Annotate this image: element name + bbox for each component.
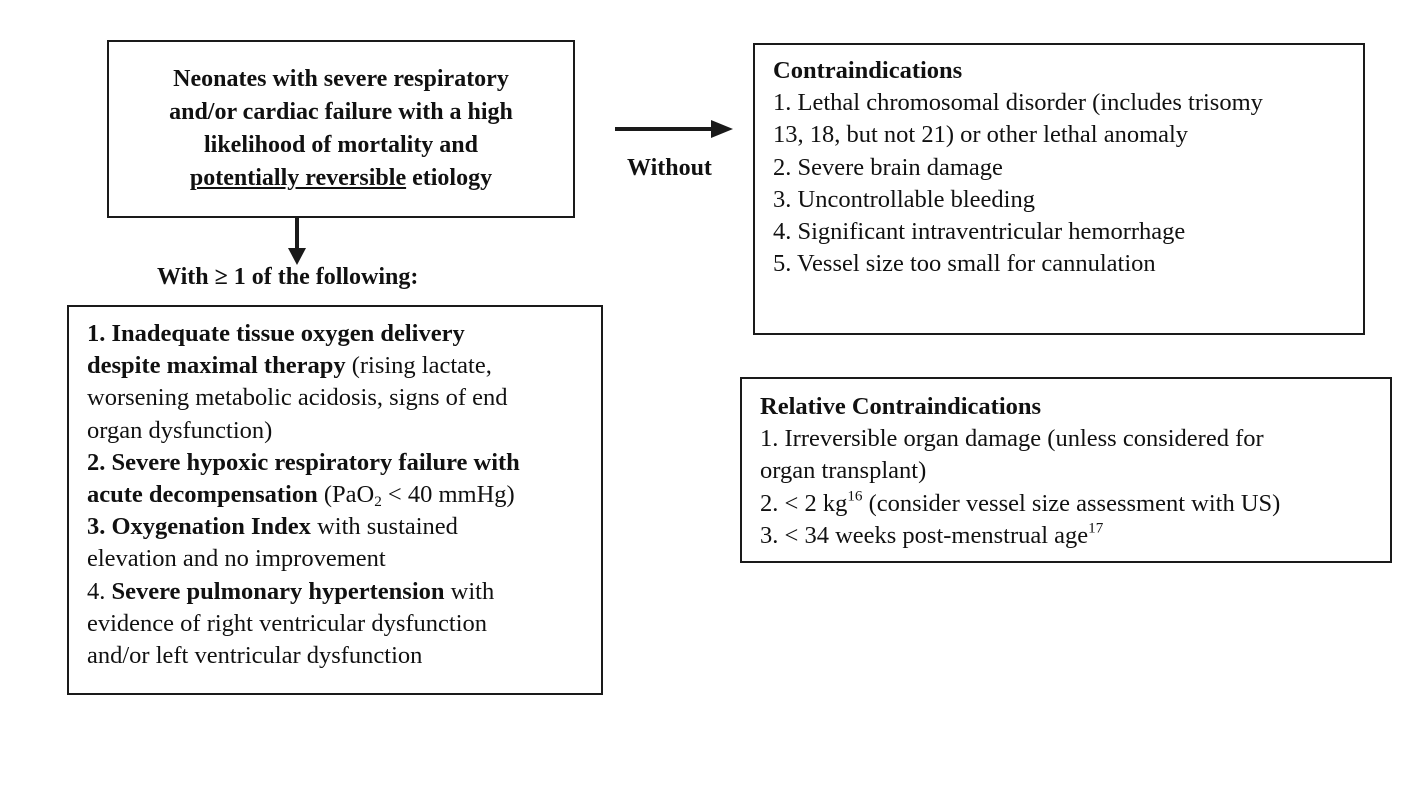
criteria-item-3-rest: with sustained <box>310 513 458 541</box>
with-label: With ≥ 1 of the following: <box>157 264 419 290</box>
criteria-item-2-line-1: 2. Severe hypoxic respiratory failure with <box>87 448 520 476</box>
relative-item-2-post: (consider vessel size assessment with US) <box>862 489 1281 517</box>
down-arrow <box>286 218 308 266</box>
contraindication-item-1-line-1: 1. Lethal chromosomal disorder (includes trisomy <box>773 89 1263 117</box>
down-arrow-head <box>288 248 306 265</box>
criteria-item-1-line-4: organ dysfunction) <box>87 416 273 444</box>
criteria-item-1-bold: despite maximal therapy <box>87 352 346 380</box>
criteria-box <box>67 305 603 695</box>
criteria-item-3-line-1 <box>87 511 583 543</box>
right-arrow-head <box>711 120 733 138</box>
criteria-item-2-line-2 <box>87 479 583 511</box>
underlined-phrase: potentially reversible <box>189 165 407 191</box>
criteria-item-2-rest-post: < 40 mmHg) <box>381 481 515 509</box>
criteria-item-3-line-2: elevation and no improvement <box>87 545 386 573</box>
relative-item-1-line-2: organ transplant) <box>760 457 927 485</box>
contraindication-item-5: 5. Vessel size too small for cannulation <box>773 250 1156 278</box>
relative-contraindications-box <box>740 377 1392 563</box>
contraindications-box <box>753 43 1365 335</box>
relative-contraindications-title: Relative Contraindications <box>760 393 1042 420</box>
contraindication-item-3: 3. Uncontrollable bleeding <box>773 185 1035 213</box>
criteria-item-4-line-1 <box>87 576 583 608</box>
criteria-item-3-bold: 3. Oxygenation Index <box>87 513 311 541</box>
criteria-item-1-rest: (rising lactate, <box>345 352 492 380</box>
criteria-item-1-line-3: worsening metabolic acidosis, signs of end <box>87 384 508 412</box>
contraindications-title: Contraindications <box>773 57 963 84</box>
criteria-item-4-prefix: 4. <box>87 577 112 605</box>
criteria-item-2-bold: acute decompensation <box>87 481 318 509</box>
criteria-item-1-line-2 <box>87 350 583 382</box>
criteria-item-4-rest: with <box>444 577 495 605</box>
relative-item-3 <box>760 520 1372 552</box>
criteria-item-4-bold: Severe pulmonary hypertension <box>111 577 445 605</box>
criteria-item-1-line-1: 1. Inadequate tissue oxygen delivery <box>87 320 465 347</box>
eligibility-box <box>107 40 575 218</box>
relative-item-2 <box>760 488 1372 520</box>
eligibility-line-1: Neonates with severe respiratory <box>173 66 509 92</box>
criteria-item-4-line-3: and/or left ventricular dysfunction <box>87 642 423 670</box>
contraindication-item-1-line-2: 13, 18, but not 21) or other lethal anomaly <box>773 121 1189 149</box>
relative-item-2-pre: 2. < 2 kg <box>760 489 848 517</box>
relative-item-1-line-1: 1. Irreversible organ damage (unless considered for <box>760 425 1264 453</box>
criteria-item-4-line-2: evidence of right ventricular dysfunction <box>87 609 488 637</box>
eligibility-line-3: likelihood of mortality and <box>203 132 479 158</box>
eligibility-line-4 <box>169 162 513 195</box>
contraindication-item-2: 2. Severe brain damage <box>773 153 1003 181</box>
eligibility-line-4-rest: etiology <box>406 165 493 191</box>
eligibility-text <box>169 63 513 195</box>
without-label: Without <box>627 155 712 181</box>
right-arrow <box>615 119 735 141</box>
eligibility-line-2: and/or cardiac failure with a high <box>169 99 513 125</box>
criteria-item-2-subscript: 2 <box>374 492 382 510</box>
relative-item-3-superscript: 17 <box>1088 519 1104 537</box>
relative-item-2-superscript: 16 <box>847 486 863 504</box>
relative-item-3-pre: 3. < 34 weeks post-menstrual age <box>760 521 1089 549</box>
contraindication-item-4: 4. Significant intraventricular hemorrhage <box>773 218 1186 246</box>
criteria-item-2-rest-pre: (PaO <box>317 481 375 509</box>
